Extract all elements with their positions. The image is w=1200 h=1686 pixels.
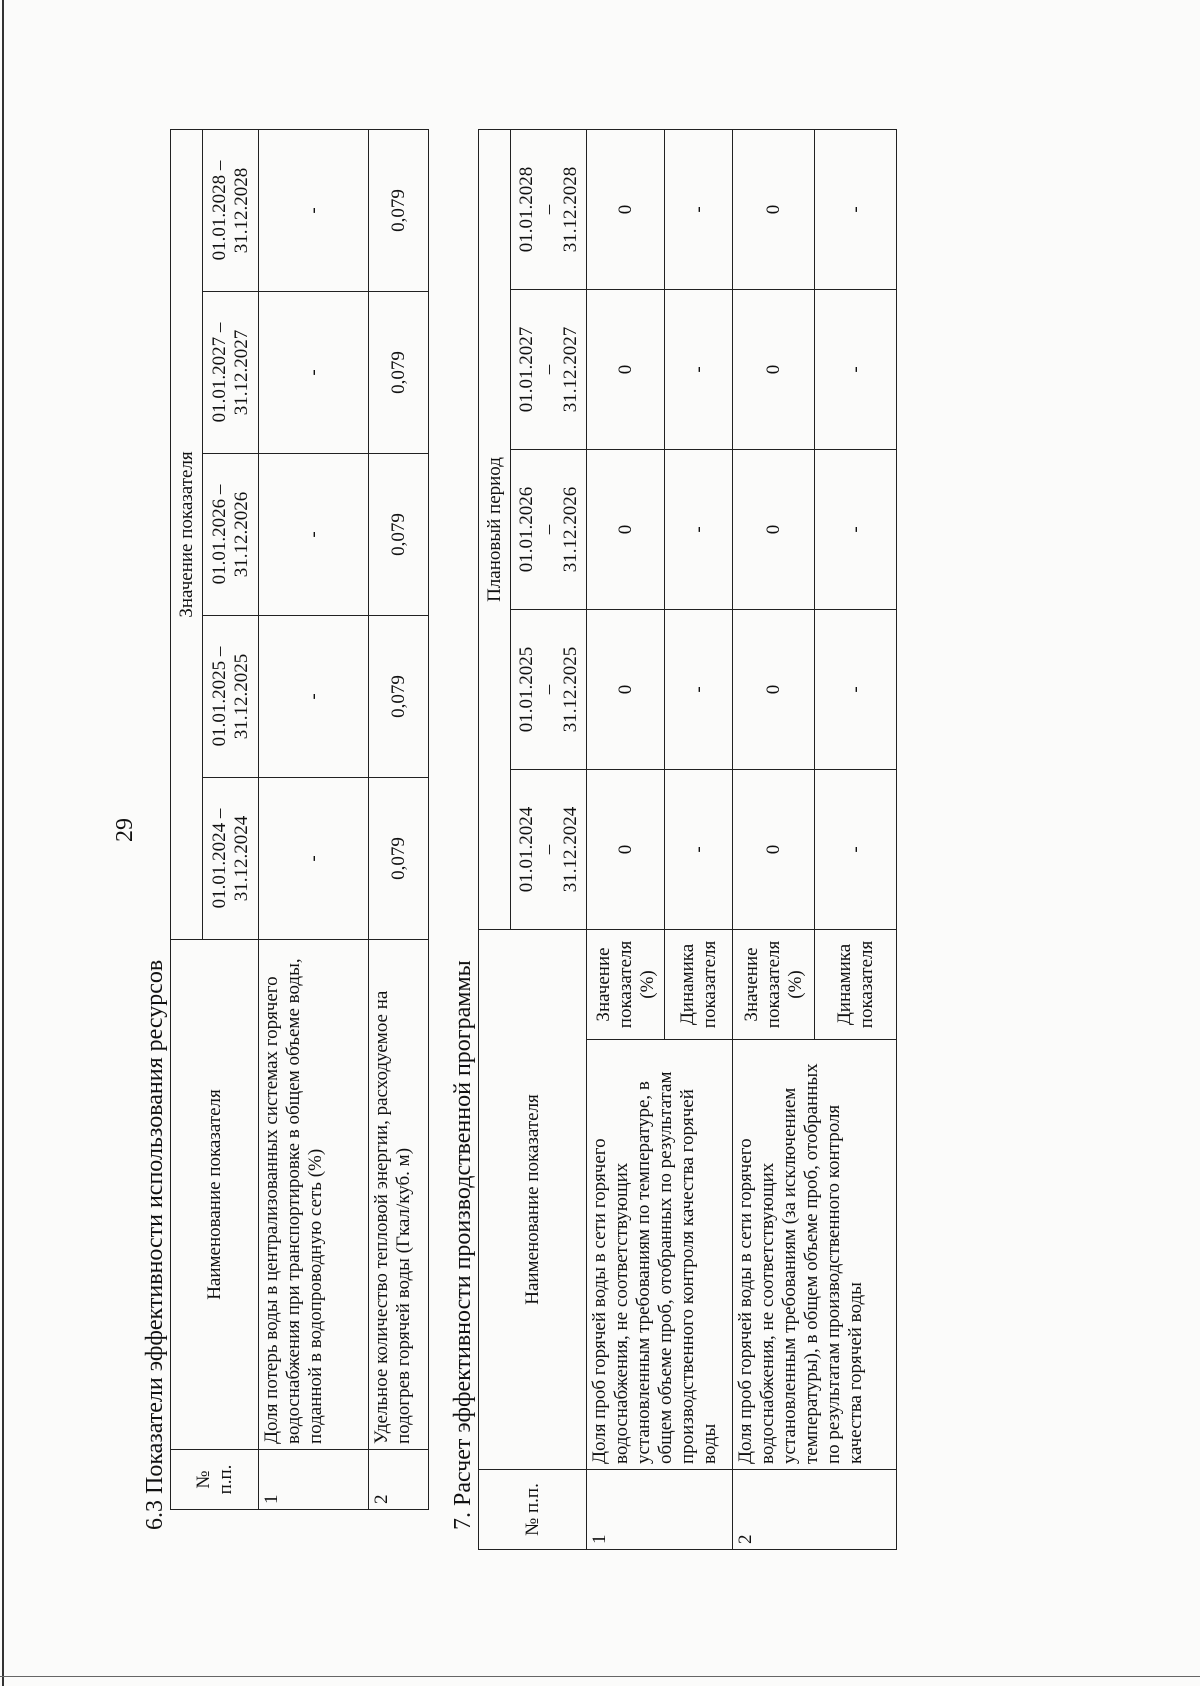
row-value: 0 [587, 449, 665, 609]
scan-edge-left [2, 0, 4, 1686]
row-num: 1 [259, 1450, 369, 1510]
header-period: 01.01.2024 – 31.12.2024 [511, 769, 587, 929]
scan-edge-bottom [0, 1676, 1200, 1677]
table-row [587, 129, 665, 1549]
row-name: Доля потерь воды в централизованных системах горячего водоснабжения при транспортировке в общем объеме воды, поданной в водопроводную сеть (%) [259, 940, 369, 1450]
row-value: - [815, 609, 897, 769]
header-period: 01.01.2025 – 31.12.2025 [511, 609, 587, 769]
row-value: 0 [587, 289, 665, 449]
header-period: 01.01.2027 – 31.12.2027 [203, 292, 259, 454]
row-value: - [665, 609, 733, 769]
row-value: 0 [733, 769, 815, 929]
row-value: - [259, 129, 369, 291]
row-value: - [815, 449, 897, 609]
row-value: 0,079 [369, 454, 429, 616]
table-row [369, 129, 429, 1509]
header-name: Наименование показателя [171, 940, 259, 1450]
row-value: - [665, 289, 733, 449]
row-value: - [259, 778, 369, 940]
header-period: 01.01.2028 – 31.12.2028 [511, 129, 587, 289]
row-value: 0 [587, 129, 665, 289]
sub-label: Значение показателя (%) [733, 929, 815, 1039]
row-value: - [665, 129, 733, 289]
row-value: - [665, 449, 733, 609]
header-plan-group: Плановый период [479, 129, 511, 929]
header-period: 01.01.2026 – 31.12.2026 [203, 454, 259, 616]
row-value: - [815, 129, 897, 289]
section-7-title: 7. Расчет эффективности производственной программы [450, 960, 476, 1530]
table-resource-efficiency [170, 129, 429, 1510]
header-value-group: Значение показателя [171, 129, 203, 939]
header-name: Наименование показателя [479, 929, 587, 1469]
header-period: 01.01.2025 – 31.12.2025 [203, 616, 259, 778]
row-value: - [665, 769, 733, 929]
row-name: Доля проб горячей воды в сети горячего водоснабжения, не соответствующих установленным требованиям (за исключением температуры), в общем объеме проб, отобранных по результатам производственного контроля качества горячей воды [733, 1040, 897, 1470]
table-program-efficiency [478, 129, 897, 1550]
sub-label: Динамика показателя [665, 929, 733, 1039]
row-value: - [259, 454, 369, 616]
table-row [733, 129, 815, 1549]
row-value: 0 [587, 609, 665, 769]
row-value: - [259, 616, 369, 778]
row-value: - [815, 289, 897, 449]
header-period: 01.01.2028 – 31.12.2028 [203, 129, 259, 291]
row-value: - [259, 292, 369, 454]
row-value: 0 [733, 129, 815, 289]
row-name: Удельное количество тепловой энергии, расходуемое на подогрев горячей воды (Гкал/куб. м) [369, 940, 429, 1450]
row-value: 0 [733, 609, 815, 769]
row-value: 0 [733, 449, 815, 609]
table-row [259, 129, 369, 1509]
row-value: 0,079 [369, 616, 429, 778]
row-value: 0 [587, 769, 665, 929]
header-num: № п.п. [171, 1450, 259, 1510]
row-num: 1 [587, 1470, 733, 1550]
header-period: 01.01.2027 – 31.12.2027 [511, 289, 587, 449]
page-number: 29 [112, 818, 138, 842]
header-period: 01.01.2024 – 31.12.2024 [203, 778, 259, 940]
row-value: - [815, 769, 897, 929]
section-63-title: 6.3 Показатели эффективности использования ресурсов [142, 959, 168, 1530]
row-value: 0,079 [369, 129, 429, 291]
row-value: 0,079 [369, 778, 429, 940]
row-num: 2 [369, 1450, 429, 1510]
header-num: № п.п. [479, 1470, 587, 1550]
row-value: 0,079 [369, 292, 429, 454]
sub-label: Значение показателя (%) [587, 929, 665, 1039]
row-value: 0 [733, 289, 815, 449]
header-period: 01.01.2026 – 31.12.2026 [511, 449, 587, 609]
row-name: Доля проб горячей воды в сети горячего водоснабжения, не соответствующих установленным требованиям по температуре, в общем объеме проб, отобранных по результатам производственного контроля качества горячей воды [587, 1040, 733, 1470]
sub-label: Динамика показателя [815, 929, 897, 1039]
rotated-page [110, 90, 1070, 1570]
row-num: 2 [733, 1470, 897, 1550]
